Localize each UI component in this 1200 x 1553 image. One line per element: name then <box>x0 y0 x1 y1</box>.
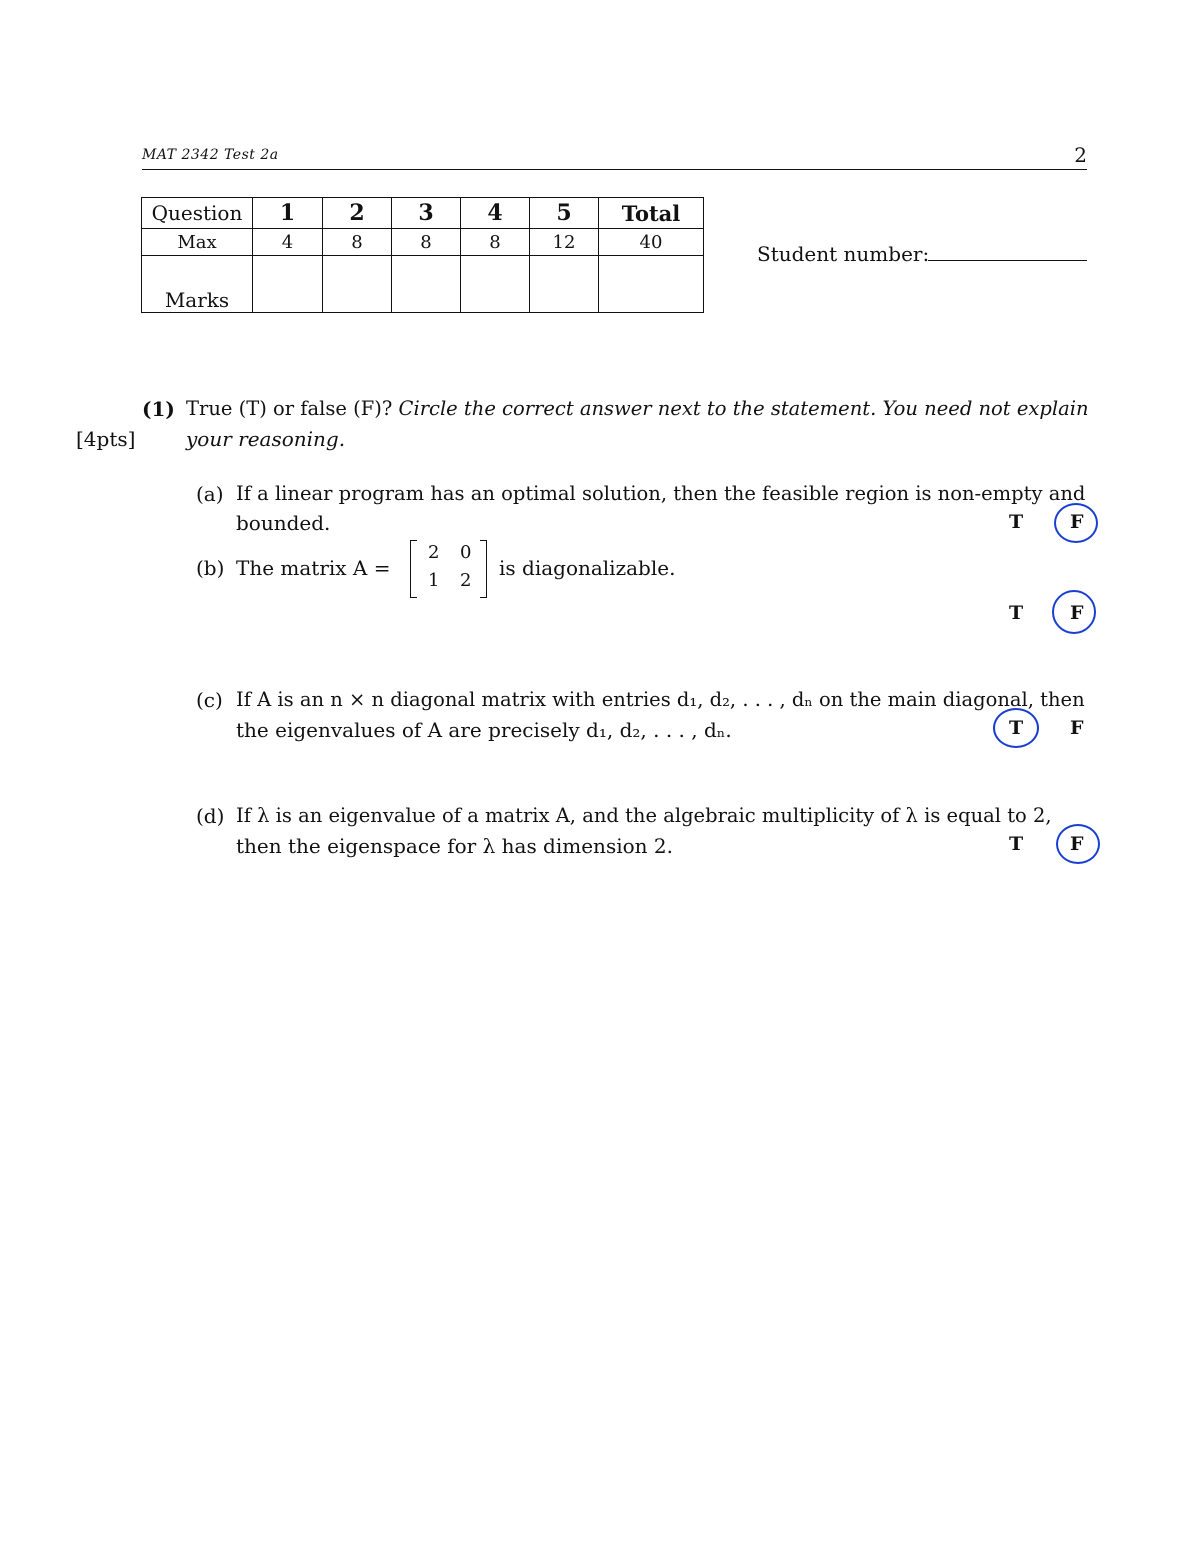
question-number: (1) <box>142 397 175 421</box>
part-c-false-option[interactable]: F <box>1070 717 1084 739</box>
matrix-right-bracket <box>480 540 487 598</box>
matrix-entry: 0 <box>460 542 472 563</box>
part-c-line2: the eigenvalues of A are precisely d₁, d₂, . . . , dₙ. <box>236 718 732 742</box>
part-a-true-option[interactable]: T <box>1009 511 1024 533</box>
marks-cell <box>323 256 392 313</box>
part-b-label: (b) <box>196 556 225 580</box>
marks-cell <box>253 256 323 313</box>
part-d-true-option[interactable]: T <box>1009 833 1024 855</box>
question-header: 4 <box>461 198 530 229</box>
answer-circle-mark <box>1056 824 1100 864</box>
page-number: 2 <box>1074 143 1087 167</box>
matrix-entry: 2 <box>428 542 440 563</box>
matrix-left-bracket <box>410 540 417 598</box>
max-cell: 8 <box>323 229 392 256</box>
table-row <box>142 256 704 313</box>
max-cell: 8 <box>392 229 461 256</box>
part-b-text-post: is diagonalizable. <box>499 556 676 580</box>
part-b-true-option[interactable]: T <box>1009 602 1024 624</box>
part-a-label: (a) <box>196 482 224 506</box>
row-label-max: Max <box>142 229 253 256</box>
part-a-line2: bounded. <box>236 511 331 535</box>
matrix-entry: 2 <box>460 570 472 591</box>
question-header: 5 <box>530 198 599 229</box>
part-d-line1: If λ is an eigenvalue of a matrix A, and the algebraic multiplicity of λ is equal to 2, <box>236 804 1052 827</box>
part-a-false-option[interactable]: F <box>1070 511 1084 533</box>
question-header: 3 <box>392 198 461 229</box>
part-d-false-option[interactable]: F <box>1070 833 1084 855</box>
matrix-A <box>410 540 490 598</box>
marks-cell <box>530 256 599 313</box>
part-c-label: (c) <box>196 688 223 712</box>
answer-circle-mark <box>1054 503 1098 543</box>
marks-cell <box>461 256 530 313</box>
table-row <box>142 229 704 256</box>
instruction-text-cont: your reasoning. <box>186 427 346 451</box>
part-b-false-option[interactable]: F <box>1070 602 1084 624</box>
answer-circle-mark <box>1052 590 1096 634</box>
score-table <box>141 197 704 313</box>
question-header: 2 <box>323 198 392 229</box>
max-cell: 12 <box>530 229 599 256</box>
part-b-text-pre: The matrix A = <box>236 556 391 580</box>
part-a-line1: If a linear program has an optimal solution, then the feasible region is non-empty and <box>236 482 1086 505</box>
max-cell: 40 <box>599 229 704 256</box>
marks-cell <box>392 256 461 313</box>
part-d-label: (d) <box>196 804 225 828</box>
course-header: MAT 2342 Test 2a <box>142 147 279 163</box>
part-c-true-option[interactable]: T <box>1009 717 1024 739</box>
row-label-marks: Marks <box>142 256 253 313</box>
prompt-text: True (T) or false (F)? <box>186 397 393 420</box>
table-row <box>142 198 704 229</box>
student-number-label: Student number: <box>757 242 930 266</box>
max-cell: 8 <box>461 229 530 256</box>
instruction-text: Circle the correct answer next to the statement. You need not explain <box>398 397 1089 420</box>
part-d-line2: then the eigenspace for λ has dimension 2. <box>236 834 673 858</box>
question-header: 1 <box>253 198 323 229</box>
question-prompt <box>186 394 1089 424</box>
row-label-question: Question <box>142 198 253 229</box>
matrix-entry: 1 <box>428 570 440 591</box>
points-label: [4pts] <box>76 427 136 451</box>
header-rule <box>142 169 1087 170</box>
marks-cell <box>599 256 704 313</box>
part-c-line1: If A is an n × n diagonal matrix with entries d₁, d₂, . . . , dₙ on the main diagonal, then <box>236 688 1085 711</box>
student-number-field[interactable] <box>928 260 1087 261</box>
total-header: Total <box>599 198 704 229</box>
answer-circle-mark <box>993 708 1039 748</box>
max-cell: 4 <box>253 229 323 256</box>
